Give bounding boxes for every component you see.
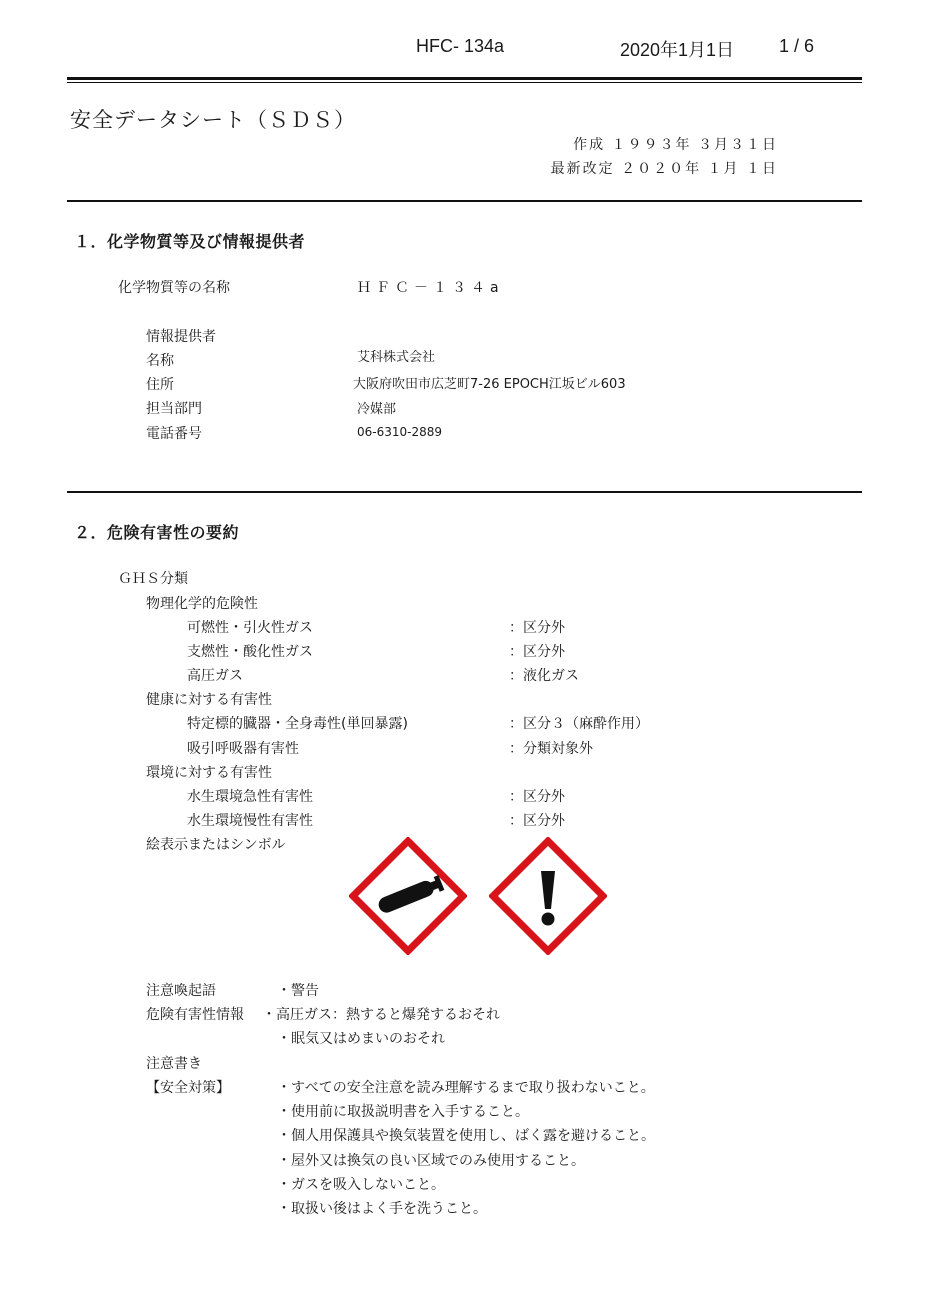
pictogram-label: 絵表示またはシンボル (146, 837, 286, 853)
safety-item: ・取扱い後はよく手を洗うこと。 (277, 1201, 487, 1217)
substance-name-value: ＨＦＣ－１３４a (357, 280, 504, 296)
gas-cylinder-icon (349, 837, 467, 955)
provider-label: 情報提供者 (146, 329, 216, 345)
provider-name-value: 艾科株式会社 (357, 350, 436, 365)
safety-measures-label: 【安全対策】 (146, 1080, 230, 1096)
aspiration-value: ：分類対象外 (509, 741, 593, 757)
aquatic-acute-value: ：区分外 (509, 789, 565, 805)
header-rule-thin (67, 82, 862, 83)
aquatic-acute-label: 水生環境急性有害性 (187, 789, 313, 805)
flammable-gas-label: 可燃性・引火性ガス (187, 620, 313, 636)
pressurized-gas-label: 高圧ガス (187, 668, 243, 684)
environmental-hazards-label: 環境に対する有害性 (146, 765, 272, 781)
provider-phone-label: 電話番号 (146, 426, 202, 442)
safety-item: ・屋外又は換気の良い区域でのみ使用すること。 (277, 1153, 585, 1169)
aquatic-chronic-label: 水生環境慢性有害性 (187, 813, 313, 829)
safety-item: ・ガスを吸入しないこと。 (277, 1177, 445, 1193)
precautionary-statements-label: 注意書き (146, 1056, 202, 1072)
provider-dept-label: 担当部門 (146, 401, 202, 417)
aquatic-chronic-value: ：区分外 (509, 813, 565, 829)
document-title: 安全データシート（ＳＤＳ） (70, 108, 356, 132)
provider-address-value: 大阪府吹田市広芝町7-26 EPOCH江坂ビル603 (353, 377, 626, 392)
stot-value: ：区分３（麻酔作用） (509, 716, 649, 732)
header-page-number: 1 / 6 (779, 36, 815, 56)
header-product: HFC- 134a (416, 36, 505, 56)
aspiration-label: 吸引呼吸器有害性 (187, 741, 299, 757)
signal-word-label: 注意喚起語 (146, 983, 216, 999)
safety-item: ・個人用保護具や換気装置を使用し、ばく露を避けること。 (277, 1128, 655, 1144)
exclamation-mark-icon (489, 837, 607, 955)
safety-item: ・使用前に取扱説明書を入手すること。 (277, 1104, 529, 1120)
oxidizing-gas-label: 支燃性・酸化性ガス (187, 644, 313, 660)
header-rule-thick (67, 77, 862, 80)
provider-dept-value: 冷媒部 (357, 402, 397, 417)
section2-heading: ２．危険有害性の要約 (74, 523, 240, 542)
substance-name-label: 化学物質等の名称 (118, 280, 230, 296)
health-hazards-label: 健康に対する有害性 (146, 692, 272, 708)
created-date: 作成 １９９３年 ３月３１日 (573, 137, 778, 153)
section1-heading: １．化学物質等及び情報提供者 (74, 232, 306, 251)
hazard-statement: ・眠気又はめまいのおそれ (277, 1031, 445, 1047)
provider-name-label: 名称 (146, 353, 174, 369)
flammable-gas-value: ：区分外 (509, 620, 565, 636)
provider-address-label: 住所 (146, 377, 174, 393)
safety-item: ・すべての安全注意を読み理解するまで取り扱わないこと。 (277, 1080, 655, 1096)
hazard-statements-label: 危険有害性情報 (146, 1007, 244, 1023)
stot-label: 特定標的臓器・全身毒性(単回暴露) (187, 716, 408, 732)
revised-date: 最新改定 ２０２０年 １月 １日 (550, 161, 778, 177)
section-divider (67, 200, 862, 202)
ghs-classification-label: ＧＨＳ分類 (118, 571, 188, 587)
section-divider (67, 491, 862, 493)
oxidizing-gas-value: ：区分外 (509, 644, 565, 660)
physical-hazards-label: 物理化学的危険性 (146, 596, 258, 612)
hazard-statement: ・高圧ガス：熱すると爆発するおそれ (262, 1007, 500, 1023)
provider-phone-value: 06-6310-2889 (357, 425, 443, 439)
pressurized-gas-value: ：液化ガス (509, 668, 579, 684)
signal-word-value: ・警告 (277, 983, 319, 999)
header-date: 2020年1月1日 (620, 40, 735, 60)
